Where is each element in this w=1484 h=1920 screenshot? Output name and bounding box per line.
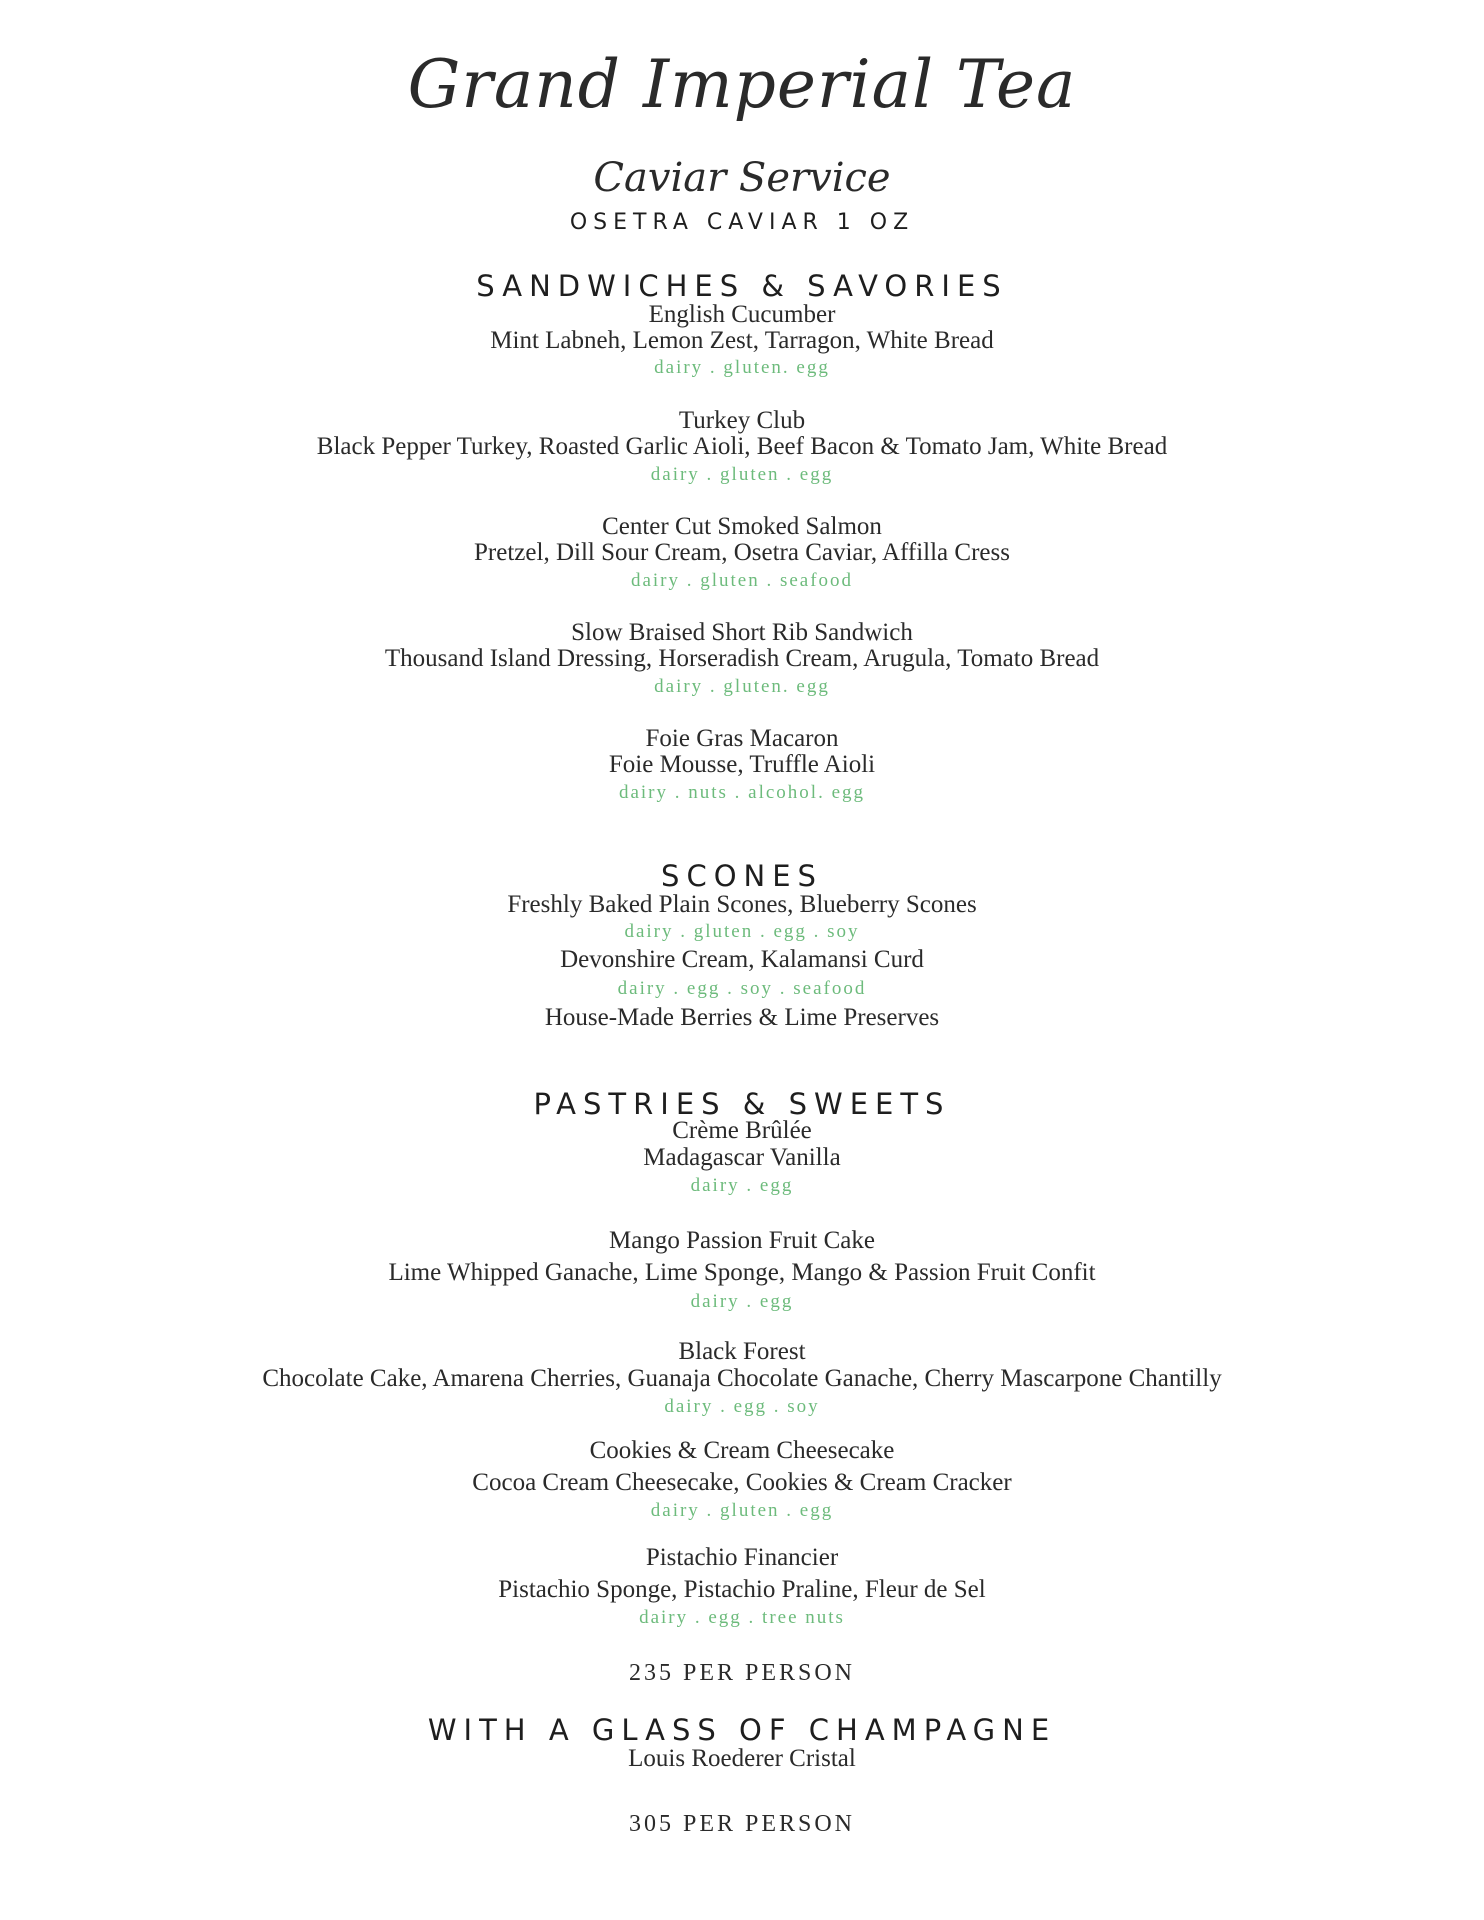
sweet-item-allergens: dairy . gluten . egg (650, 1500, 834, 1521)
sweet-item-desc: Pistachio Sponge, Pistachio Praline, Fleur de Sel (498, 1576, 986, 1603)
savory-item-desc: Black Pepper Turkey, Roasted Garlic Aioli, Beef Bacon & Tomato Jam, White Bread (316, 433, 1168, 460)
caviar-heading: Caviar Service (593, 155, 891, 201)
sweet-item-desc: Lime Whipped Ganache, Lime Sponge, Mango & Passion Fruit Confit (388, 1259, 1096, 1286)
savory-item-desc: Pretzel, Dill Sour Cream, Osetra Caviar, Affilla Cress (474, 539, 1010, 566)
savory-item-allergens: dairy . gluten . egg (650, 464, 834, 485)
sweet-item-allergens: dairy . egg . soy (664, 1396, 820, 1417)
sweet-item-name: Cookies & Cream Cheesecake (589, 1437, 895, 1464)
savory-item-name: Center Cut Smoked Salmon (602, 513, 882, 540)
sweet-item-allergens: dairy . egg (690, 1175, 794, 1196)
scone-item-name: Freshly Baked Plain Scones, Blueberry Scones (507, 891, 977, 918)
savory-item-name: English Cucumber (648, 301, 836, 328)
champagne-heading: WITH A GLASS OF CHAMPAGNE (427, 1713, 1057, 1747)
savory-item-allergens: dairy . nuts . alcohol. egg (618, 782, 866, 803)
sweets-heading: PASTRIES & SWEETS (533, 1087, 951, 1121)
menu-title: Grand Imperial Tea (407, 46, 1077, 123)
scone-item-allergens: dairy . egg . soy . seafood (617, 978, 867, 999)
savory-item-name: Foie Gras Macaron (645, 725, 839, 752)
sweet-item-name: Pistachio Financier (645, 1544, 839, 1571)
savory-item-allergens: dairy . gluten. egg (654, 357, 830, 378)
tea-price: 235 PER PERSON (628, 1660, 856, 1686)
sweet-item-allergens: dairy . egg (690, 1291, 794, 1312)
sweet-item-name: Crème Brûlée (672, 1117, 812, 1144)
savory-item-name: Turkey Club (678, 407, 806, 434)
savory-item-allergens: dairy . gluten . seafood (630, 570, 854, 591)
scone-item-allergens: dairy . gluten . egg . soy (624, 921, 860, 942)
savory-item-desc: Mint Labneh, Lemon Zest, Tarragon, White Bread (490, 327, 994, 354)
sweet-item-allergens: dairy . egg . tree nuts (639, 1607, 845, 1628)
sweet-item-desc: Chocolate Cake, Amarena Cherries, Guanaja Chocolate Ganache, Cherry Mascarpone Chantilly (262, 1365, 1222, 1392)
sweet-item-desc: Cocoa Cream Cheesecake, Cookies & Cream Cracker (472, 1469, 1012, 1496)
savories-heading: SANDWICHES & SAVORIES (476, 269, 1008, 303)
sweet-item-name: Mango Passion Fruit Cake (609, 1227, 875, 1254)
champagne-name: Louis Roederer Cristal (628, 1745, 856, 1772)
scone-item-name: House-Made Berries & Lime Preserves (544, 1004, 940, 1031)
savory-item-desc: Foie Mousse, Truffle Aioli (608, 751, 876, 778)
champagne-price: 305 PER PERSON (628, 1811, 856, 1837)
scones-heading: SCONES (661, 859, 823, 893)
caviar-item: OSETRA CAVIAR 1 OZ (569, 210, 915, 235)
sweet-item-name: Black Forest (678, 1338, 806, 1365)
savory-item-desc: Thousand Island Dressing, Horseradish Cream, Arugula, Tomato Bread (384, 645, 1100, 672)
savory-item-allergens: dairy . gluten. egg (654, 676, 830, 697)
scone-item-name: Devonshire Cream, Kalamansi Curd (560, 946, 924, 973)
sweet-item-desc: Madagascar Vanilla (643, 1144, 841, 1171)
savory-item-name: Slow Braised Short Rib Sandwich (571, 619, 913, 646)
